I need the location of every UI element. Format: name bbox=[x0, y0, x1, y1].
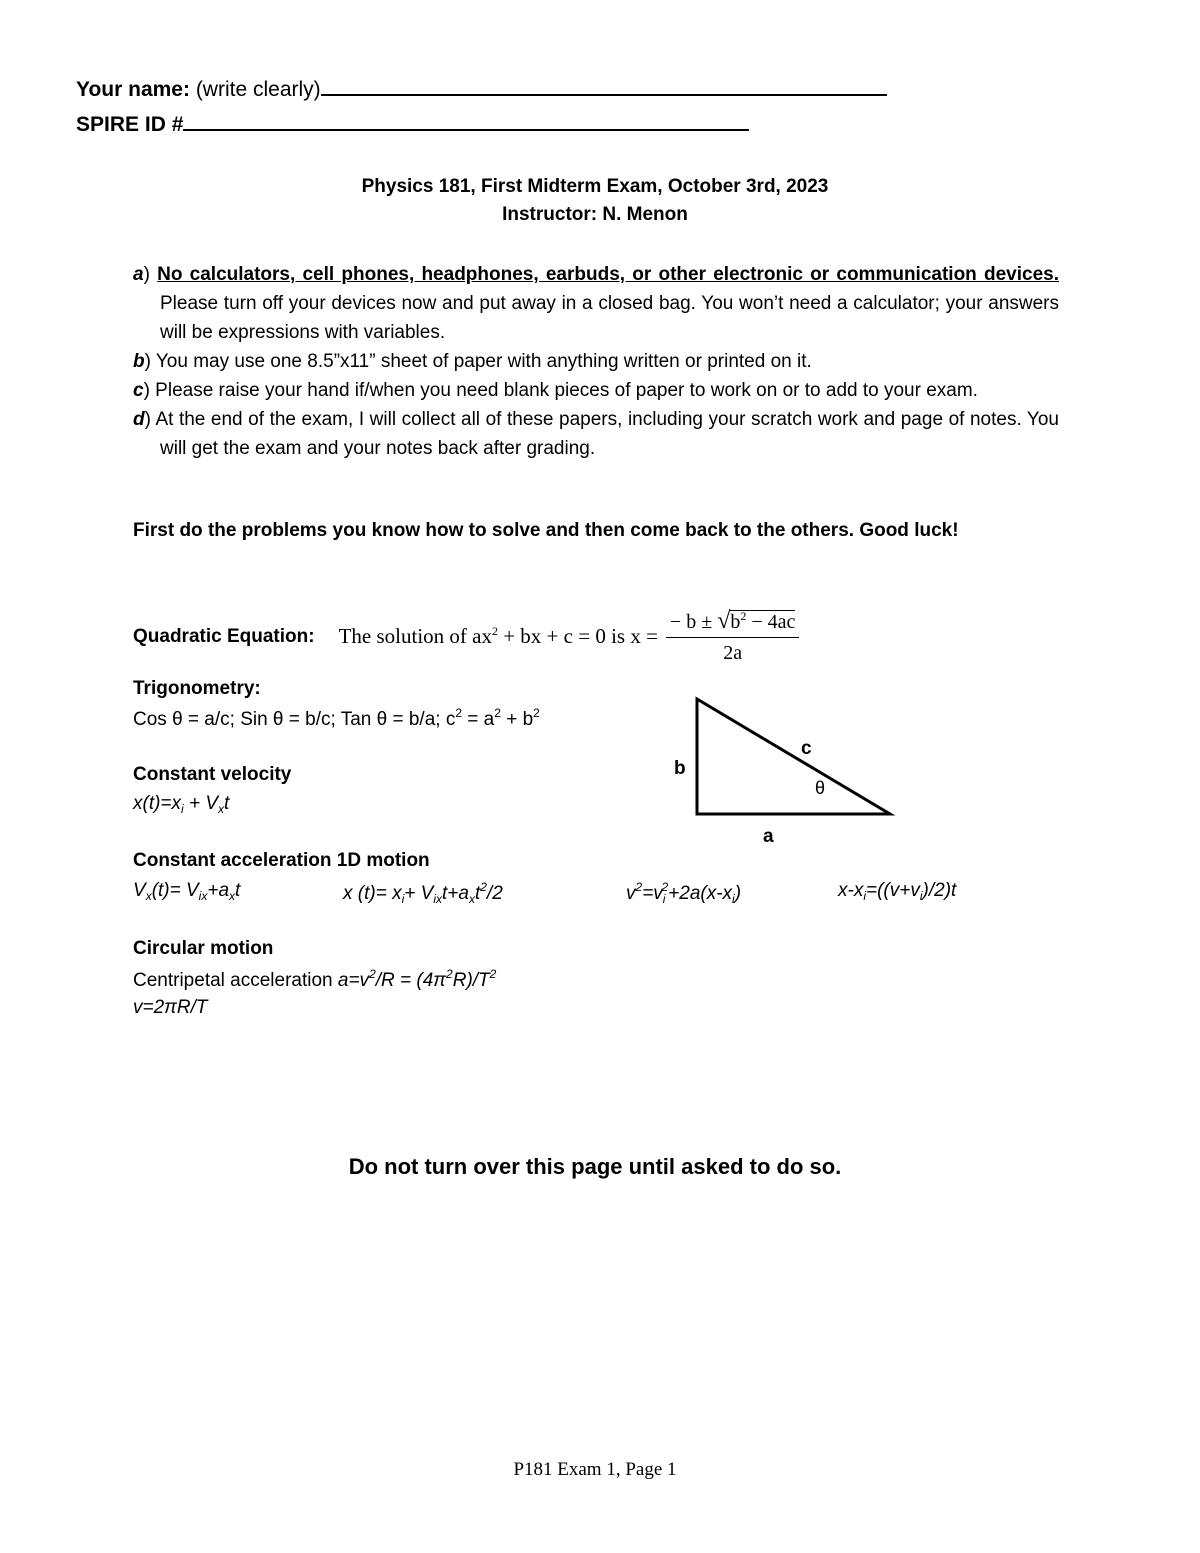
triangle-shape bbox=[697, 699, 890, 814]
accel-eq-vsquared: $v^2=v_i^2+2a(x-x_i)$ bbox=[626, 880, 742, 906]
quadratic-line bbox=[133, 608, 799, 665]
trig-label: Trigonometry: bbox=[133, 678, 261, 699]
rule-d: d) At the end of the exam, I will collect all of these papers, including your scratch work and page of notes. You will get the exam and your notes back after grading. bbox=[133, 409, 1059, 459]
side-b-label: b bbox=[674, 758, 686, 779]
do-not-turn-warning: Do not turn over this page until asked to do so. bbox=[348, 1154, 842, 1179]
exam-title: Physics 181, First Midterm Exam, October 3rd, 2023 bbox=[361, 176, 829, 197]
accel-eq-position: x $(t)= x_i+ V_{ix}t+a_xt^2/2$ bbox=[343, 880, 503, 906]
name-hint: (write clearly) bbox=[195, 78, 321, 101]
instructor: Instructor: N. Menon bbox=[502, 204, 688, 225]
side-c-label: c bbox=[801, 738, 812, 759]
accel-eq-average: $x-x_i=((v+v_i)/2)t$ bbox=[838, 880, 957, 903]
theta-label: θ bbox=[815, 778, 826, 798]
id-field[interactable] bbox=[183, 129, 749, 131]
accel-eq-velocity: $V_x(t)= V_{ix}+a_xt$ bbox=[133, 880, 241, 903]
advice: First do the problems you know how to solve and then come back to the others. Good luck! bbox=[133, 520, 959, 541]
trig-formula: Cos θ = a/c; Sin θ = b/c; Tan θ = b/a; $c^2 = a^2 + b^2$ bbox=[133, 706, 540, 730]
rule-b: b) You may use one 8.5”x11” sheet of paper with anything written or printed on it. bbox=[133, 351, 812, 372]
circular-label: Circular motion bbox=[133, 938, 274, 959]
name-label: Your name: bbox=[76, 78, 190, 101]
name-line bbox=[76, 78, 887, 102]
side-a-label: a bbox=[763, 826, 774, 847]
quadratic-eq: The solution of $ax^2$ + bx + c = 0 is x = bbox=[338, 624, 658, 648]
quadratic-fraction: $\frac{- b \pm √b^2 - 4ac}{2a}$ bbox=[666, 608, 799, 665]
page-footer: P181 Exam 1, Page 1 bbox=[513, 1459, 677, 1480]
name-field[interactable] bbox=[321, 94, 887, 96]
rule-c: c) Please raise your hand if/when you need blank pieces of paper to work on or to add to your exam. bbox=[133, 380, 978, 401]
id-line bbox=[76, 113, 749, 137]
speed-formula: v=2πR/T bbox=[133, 997, 208, 1018]
centripetal-formula: Centripetal acceleration $a=v^2/R = (4\pi^2R)/T^2$ bbox=[133, 967, 497, 991]
id-label: SPIRE ID # bbox=[76, 113, 184, 136]
rule-a-underlined: No calculators, cell phones, headphones, earbuds, or other electronic or communication devices. bbox=[157, 264, 1059, 285]
right-triangle-diagram bbox=[660, 690, 920, 850]
quadratic-label: Quadratic Equation: bbox=[133, 625, 315, 647]
velocity-formula: $x(t)=x_i + V_xt$ bbox=[133, 793, 230, 816]
rule-a: a) No calculators, cell phones, headphones, earbuds, or other electronic or communication devices. Please turn off your devices now and put away in a closed bag. You won’t need a calculator; your answers will be expressions with variables. bbox=[133, 264, 1059, 343]
rules-list bbox=[133, 260, 1059, 463]
velocity-label: Constant velocity bbox=[133, 764, 292, 785]
acceleration-label: Constant acceleration 1D motion bbox=[133, 850, 430, 871]
